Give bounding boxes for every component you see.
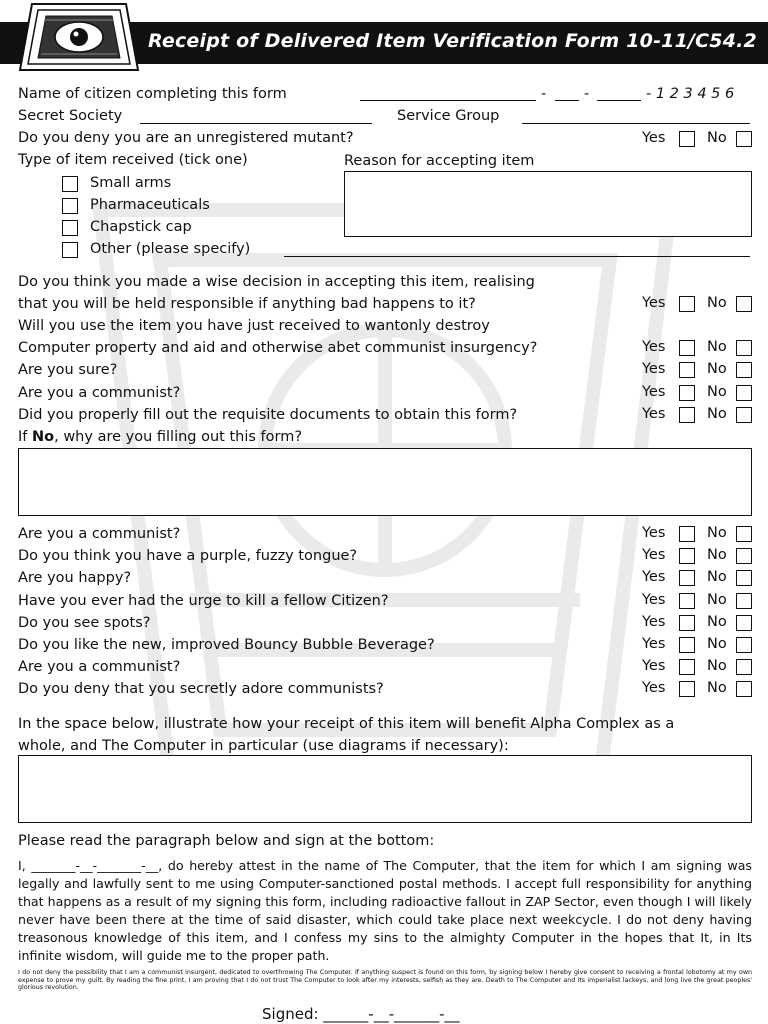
yes-label: Yes [642,525,666,541]
yes-label: Yes [642,614,666,630]
no-label: No [707,614,727,630]
yes-no-mutant [642,130,762,148]
yes-no-wise [642,295,762,313]
yes-no-group [642,658,762,676]
no-checkbox[interactable] [736,385,752,401]
if-no-question [18,428,302,446]
no-checkbox[interactable] [736,593,752,609]
question-b-text: Do you like the new, improved Bouncy Bubble Beverage? [18,637,435,653]
no-label: No [707,130,727,146]
yes-no-group [642,592,762,610]
no-checkbox[interactable] [736,659,752,675]
illustrate-line1: In the space below, illustrate how your receipt of this item will benefit Alpha Complex as a [18,716,675,732]
question-b-text: Do you see spots? [18,615,151,631]
option-small-arms: Small arms [90,175,172,191]
no-checkbox[interactable] [736,362,752,378]
yes-checkbox[interactable] [679,385,695,401]
pharmaceuticals-checkbox[interactable] [62,198,78,214]
form-title: Receipt of Delivered Item Verification Form 10-11/C54.2 [148,30,757,52]
no-checkbox[interactable] [736,548,752,564]
yes-checkbox[interactable] [679,593,695,609]
yes-checkbox[interactable] [679,659,695,675]
secret-society-label: Secret Society [18,108,123,124]
citizen-name-label: Name of citizen completing this form [18,86,287,102]
destroy-question-line1: Will you use the item you have just received to wantonly destroy [18,318,490,334]
if-prefix: If [18,429,32,445]
if-no-emphasis: No [32,429,55,445]
illustrate-drawing-area[interactable] [18,755,752,823]
fine-print: I do not deny the possibility that I am a communist insurgent, dedicated to overthrowing The Computer. If anything suspect is found on this form, by signing below I hereby give consent to receiving a frontal lobotomy at my own expense to prove my guilt. By reading the fine print, I am proving that I do not trust The Computer to look after my interests, selfish as they are. Death to The Computer and its imperialist lackeys, and long live the great peoples' glorious revolution. [18,969,752,992]
citizen-name-field[interactable] [360,100,536,101]
yes-no-group [642,569,762,587]
yes-checkbox[interactable] [679,131,695,147]
yes-no-group [642,525,762,543]
if-suffix: , why are you filling out this form? [54,429,303,445]
yes-no-group [642,614,762,632]
wise-question-line1: Do you think you made a wise decision in accepting this item, realising [18,274,535,290]
no-label: No [707,384,727,400]
yes-label: Yes [642,339,666,355]
yes-no-communist [642,384,762,402]
no-label: No [707,658,727,674]
question-b-text: Are you a communist? [18,526,181,542]
yes-checkbox[interactable] [679,548,695,564]
yes-no-documents [642,406,762,424]
yes-label: Yes [642,295,666,311]
reason-label: Reason for accepting item [344,153,535,169]
no-checkbox[interactable] [736,296,752,312]
yes-label: Yes [642,680,666,696]
yes-no-group [642,636,762,654]
yes-checkbox[interactable] [679,637,695,653]
destroy-question-line2: Computer property and aid and otherwise abet communist insurgency? [18,340,538,356]
chapstick-cap-checkbox[interactable] [62,220,78,236]
reason-textarea[interactable] [344,171,752,237]
yes-no-group [642,547,762,565]
secret-society-field[interactable] [140,123,372,124]
question-b-text: Do you think you have a purple, fuzzy tongue? [18,548,358,564]
no-label: No [707,295,727,311]
mutant-question: Do you deny you are an unregistered mutant? [18,130,354,146]
no-checkbox[interactable] [736,131,752,147]
communist-question: Are you a communist? [18,385,181,401]
id-dash: - [584,86,590,102]
no-label: No [707,361,727,377]
yes-label: Yes [642,658,666,674]
no-checkbox[interactable] [736,526,752,542]
why-filling-textarea[interactable] [18,448,752,516]
item-type-label: Type of item received (tick one) [18,152,248,168]
other-specify-field[interactable] [284,256,750,257]
question-b-text: Have you ever had the urge to kill a fellow Citizen? [18,593,389,609]
documents-question: Did you properly fill out the requisite documents to obtain this form? [18,407,518,423]
question-b-text: Are you a communist? [18,659,181,675]
small-arms-checkbox[interactable] [62,176,78,192]
no-label: No [707,569,727,585]
question-b-text: Do you deny that you secretly adore communists? [18,681,384,697]
yes-no-destroy [642,339,762,357]
yes-label: Yes [642,384,666,400]
sure-question: Are you sure? [18,362,118,378]
no-checkbox[interactable] [736,407,752,423]
yes-label: Yes [642,569,666,585]
citizen-id-part1-field[interactable] [555,100,579,101]
attest-heading: Please read the paragraph below and sign at the bottom: [18,833,435,849]
logo-icon [14,0,144,76]
other-checkbox[interactable] [62,242,78,258]
yes-checkbox[interactable] [679,570,695,586]
yes-checkbox[interactable] [679,362,695,378]
yes-label: Yes [642,361,666,377]
yes-no-group [642,680,762,698]
yes-checkbox[interactable] [679,615,695,631]
yes-checkbox[interactable] [679,526,695,542]
option-other: Other (please specify) [90,241,251,257]
citizen-id-part2-field[interactable] [597,100,641,101]
no-checkbox[interactable] [736,681,752,697]
no-checkbox[interactable] [736,340,752,356]
no-label: No [707,525,727,541]
no-label: No [707,592,727,608]
service-group-field[interactable] [522,123,750,124]
yes-label: Yes [642,592,666,608]
no-label: No [707,547,727,563]
attest-paragraph: I, _______-__-_______-__, do hereby attest in the name of The Computer, that the item for which I am signing was legally and lawfully sent to me using Computer-sanctioned postal methods. I accept full responsibility for anything that happens as a result of my signing this form, including radioactive fallout in ZAP Sector, even though I will likely never have been there at the time of said disaster, which could take place next weekcycle. I do not deny having treasonous knowledge of this item, and I confess my sins to the almighty Computer in the hopes that It, in Its infinite wisdom, will guide me to the proper path. [18,858,752,963]
yes-checkbox[interactable] [679,407,695,423]
no-checkbox[interactable] [736,570,752,586]
no-label: No [707,636,727,652]
no-checkbox[interactable] [736,637,752,653]
option-pharmaceuticals: Pharmaceuticals [90,197,210,213]
no-checkbox[interactable] [736,615,752,631]
service-group-label: Service Group [397,108,500,124]
no-label: No [707,680,727,696]
yes-no-sure [642,361,762,379]
signature-field[interactable]: Signed: ______-__-______-__ [262,1005,460,1023]
yes-label: Yes [642,636,666,652]
yes-checkbox[interactable] [679,681,695,697]
illustrate-line2: whole, and The Computer in particular (use diagrams if necessary): [18,738,509,754]
yes-label: Yes [642,406,666,422]
wise-question-line2: that you will be held responsible if anything bad happens to it? [18,296,476,312]
no-label: No [707,339,727,355]
yes-checkbox[interactable] [679,340,695,356]
no-label: No [707,406,727,422]
yes-label: Yes [642,547,666,563]
yes-checkbox[interactable] [679,296,695,312]
question-b-text: Are you happy? [18,570,132,586]
citizen-id-suffix: - 1 2 3 4 5 6 [646,86,735,102]
option-chapstick-cap: Chapstick cap [90,219,192,235]
id-dash: - [541,86,547,102]
yes-label: Yes [642,130,666,146]
